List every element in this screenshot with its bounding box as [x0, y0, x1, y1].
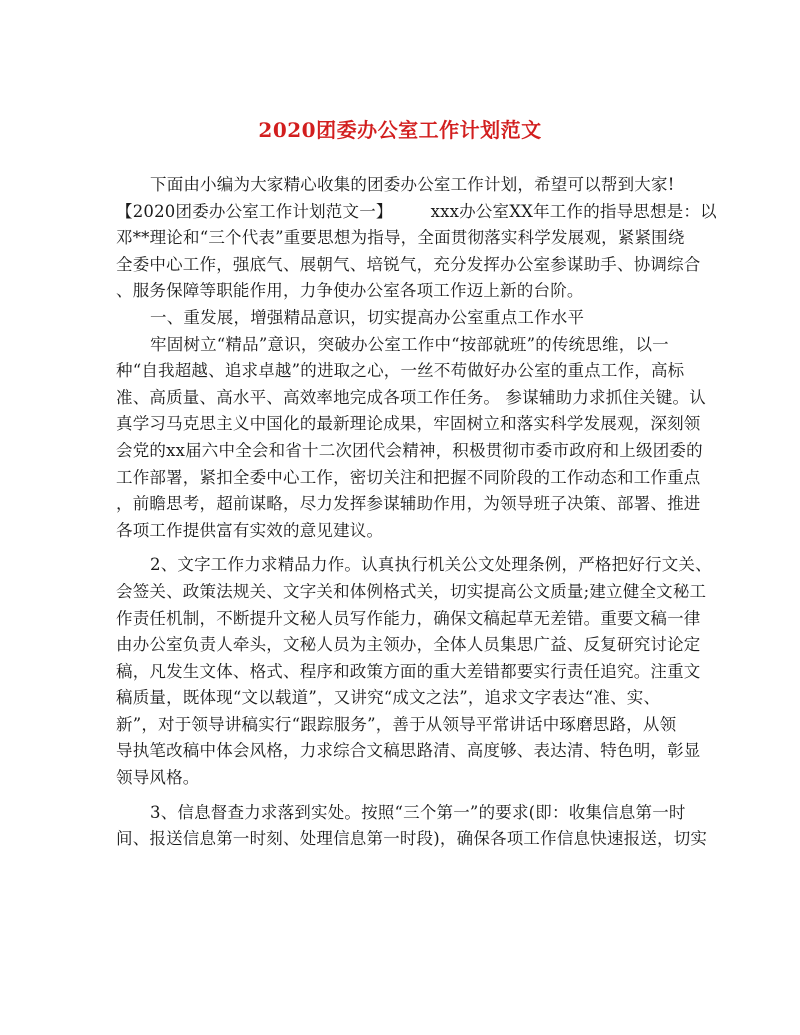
paragraph-4-line-1: 3、信息督查力求落到实处。按照“三个第一”的要求(即：收集信息第一时: [150, 802, 686, 822]
paragraph-3-line-7: 新”，对于领导讲稿实行“跟踪服务”，善于从领导平常讲话中琢磨思路，从领: [116, 714, 677, 734]
section-header-bracket: 【2020团委办公室工作计划范文一】: [116, 201, 393, 221]
document-body: [116, 172, 717, 853]
intro-line: 下面由小编为大家精心收集的团委办公室工作计划，希望可以帮到大家!: [150, 175, 675, 194]
paragraph-3-line-8: 导执笔改稿中体会风格，力求综合文稿思路清、高度够、表达清、特色明，彰显: [116, 741, 701, 761]
paragraph-2-line-6: 工作部署，紧扣全委中心工作，密切关注和把握不同阶段的工作动态和工作重点: [116, 467, 701, 487]
paragraph-2-line-4: 真学习马克思主义中国化的最新理论成果，牢固树立和落实科学发展观，深刻领: [116, 414, 701, 434]
paragraph-4-line-2: 间、报送信息第一时刻、处理信息第一时段)，确保各项工作信息快速报送，切实: [116, 829, 708, 849]
document-title: 2020团委办公室工作计划范文: [258, 118, 542, 142]
paragraph-1-line-2: 邓**理论和“三个代表”重要思想为指导，全面贯彻落实科学发展观，紧紧围绕: [116, 228, 685, 248]
paragraph-3-line-6: 稿质量，既体现“文以载道”，又讲究“成文之法”，追求文字表达“准、实、: [116, 688, 661, 708]
paragraph-2-line-2: 种“自我超越、追求卓越”的进取之心，一丝不苟做好办公室的重点工作，高标: [116, 361, 685, 381]
paragraph-1-line-3: 全委中心工作，强底气、展朝气、培锐气，充分发挥办公室参谋助手、协调综合: [116, 254, 701, 274]
paragraph-1-line-1: [116, 199, 717, 226]
paragraph-3-line-9: 领导风格。: [116, 768, 200, 788]
paragraph-2-line-3: 准、高质量、高水平、高效率地完成各项工作任务。 参谋辅助力求抓住关键。认: [116, 387, 706, 407]
paragraph-1-text-start: xxx办公室XX年工作的指导思想是：以: [430, 201, 717, 221]
paragraph-2-line-1: 牢固树立“精品”意识，突破办公室工作中“按部就班”的传统思维，以一: [150, 334, 669, 354]
paragraph-1-line-4: 、服务保障等职能作用，力争使办公室各项工作迈上新的台阶。: [116, 281, 584, 301]
paragraph-2-line-7: ，前瞻思考，超前谋略，尽力发挥参谋辅助作用，为领导班子决策、部署、推进: [116, 494, 701, 514]
paragraph-3-line-2: 会签关、政策法规关、文字关和体例格式关，切实提高公文质量;建立健全文秘工: [116, 581, 707, 601]
paragraph-3-line-3: 作责任机制，不断提升文秘人员写作能力，确保文稿起草无差错。重要文稿一律: [116, 608, 701, 628]
section-1-heading: 一、重发展，增强精品意识，切实提高办公室重点工作水平: [150, 307, 585, 327]
paragraph-2-line-8: 各项工作提供富有实效的意见建议。: [116, 520, 384, 540]
paragraph-3-line-1: 2、文字工作力求精品力作。认真执行机关公文处理条例，严格把好行文关、: [150, 555, 712, 575]
paragraph-3-line-5: 稿，凡发生文体、格式、程序和政策方面的重大差错都要实行责任追究。注重文: [116, 661, 701, 681]
paragraph-2-line-5: 会党的xx届六中全会和省十二次团代会精神，积极贯彻市委市政府和上级团委的: [116, 440, 703, 460]
paragraph-3-line-4: 由办公室负责人牵头，文秘人员为主领办，全体人员集思广益、反复研究讨论定: [116, 635, 701, 655]
